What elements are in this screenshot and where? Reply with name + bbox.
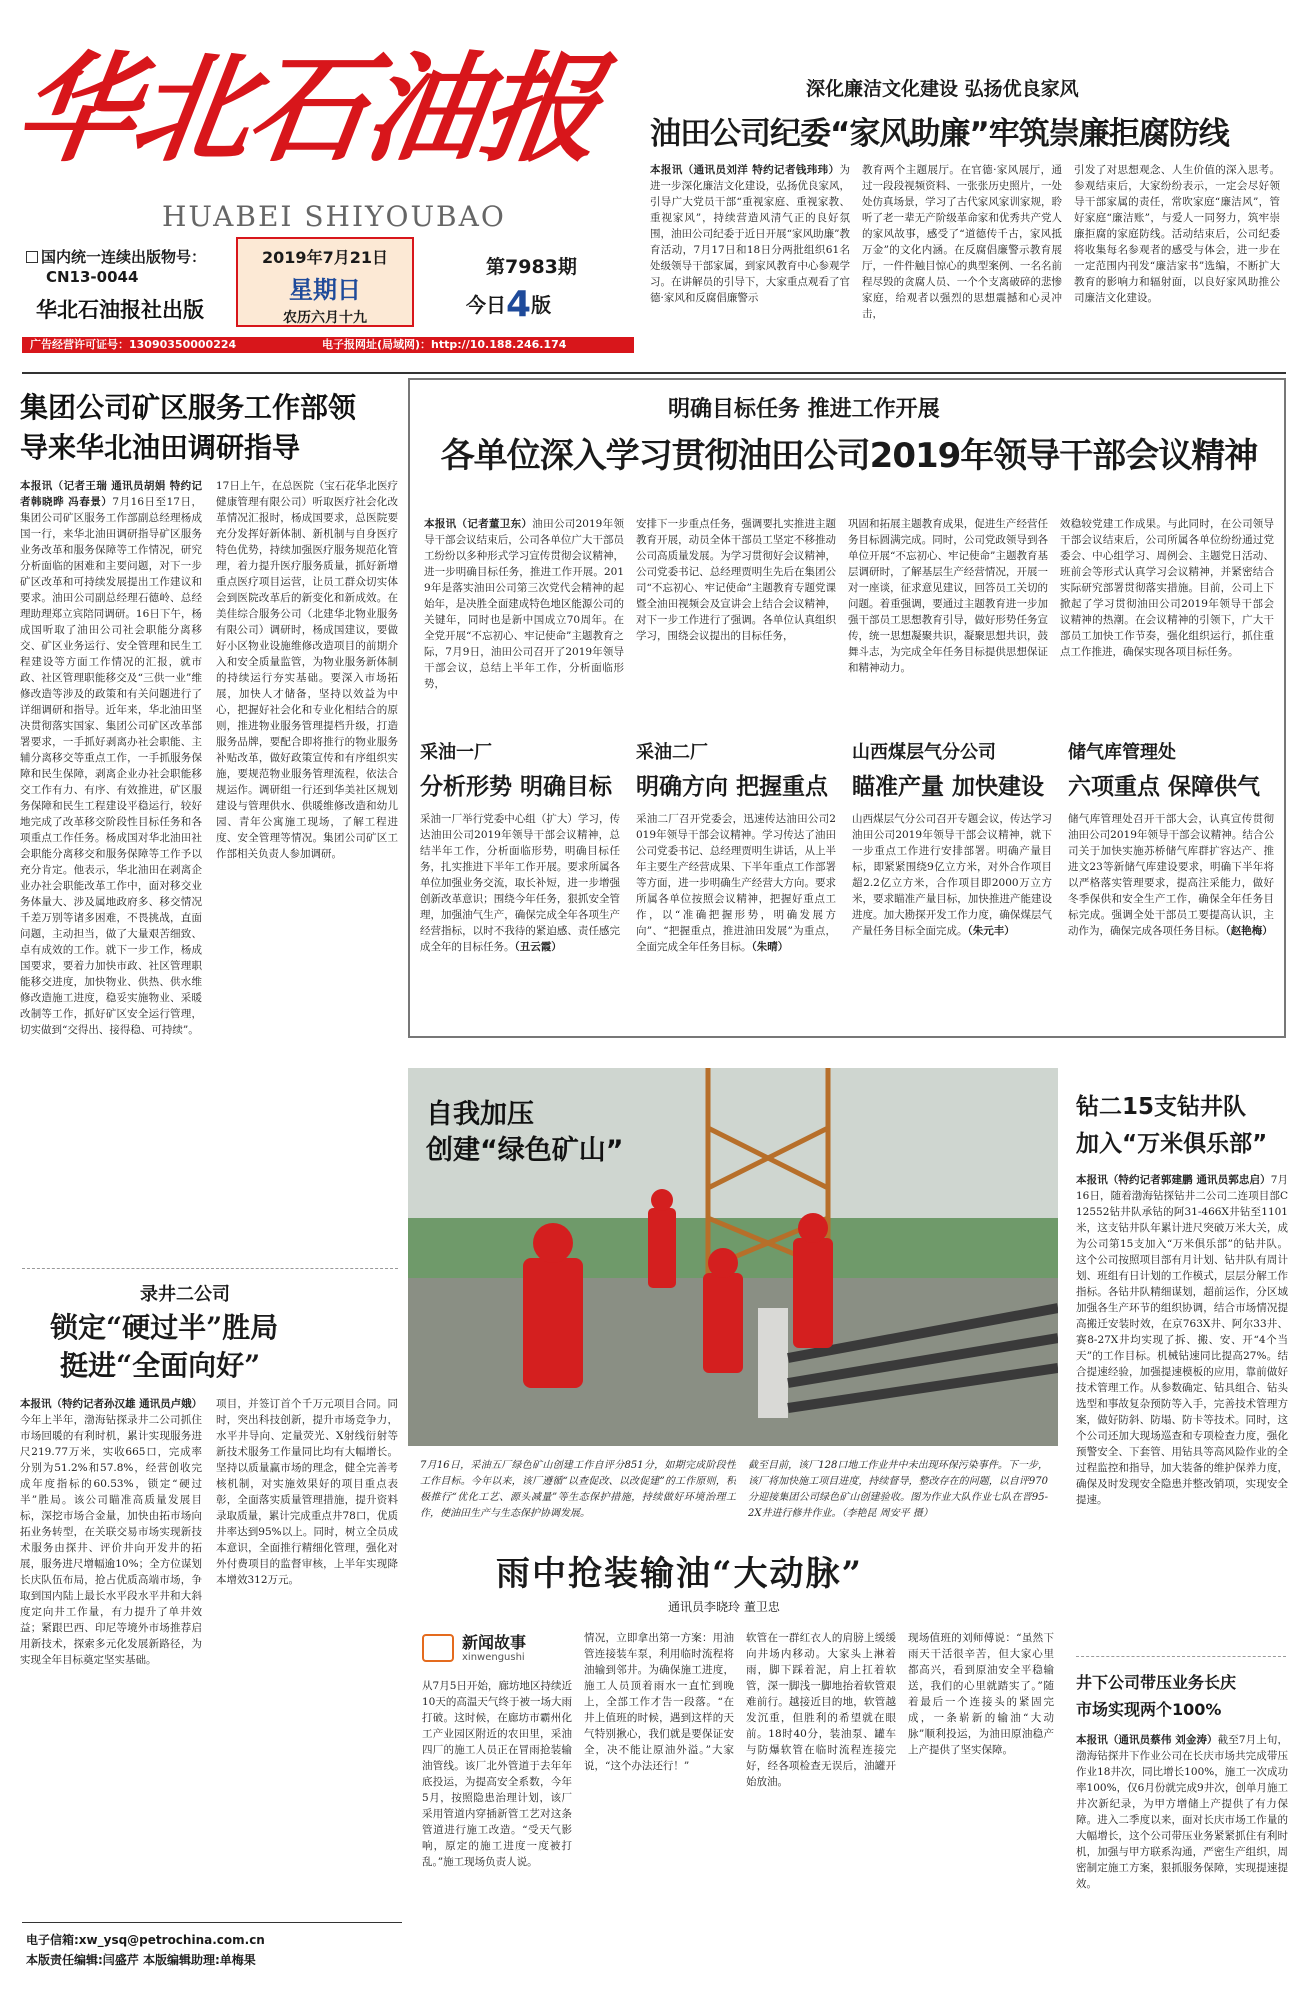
masthead-info-bar [22,337,634,353]
bottom-feature-col-1: 从7月5日开始，廊坊地区持续近10天的高温天气终于被一场大雨打破。这时候，在廊坊市霸州化工产业园区附近的农田里，采油四厂的施工人员正在冒雨抢装输油管线。该厂北外管道于去年年底投运，为提高安全系数，今年5月，按照隐患治理计划，该厂采用管道内穿插新管工艺对这条管道进行施工改造。“受天气影响，原定的施工进度一度被打乱。”施工现场负责人说。 [422,1680,572,1868]
left-divider [22,1268,398,1269]
epaper-url: 电子报网址(局域网)：http://10.188.246.174 [322,338,567,351]
middle-feature-headline: 各单位深入学习贯彻油田公司2019年领导干部会议精神 [440,436,1258,476]
right-divider [1076,1656,1286,1657]
weekday: 星期日 [289,276,361,304]
bottom-feature-col-4: 现场值班的刘师傅说：“虽然下雨天干活很辛苦，但大家心里都高兴，看到原油安全平稳输送，我们的心里就踏实了。”随着最后一个连接头的紧固完成，一条崭新的输油“大动脉”顺利投运，为油田原油稳产上产提供了坚实保障。 [908,1632,1054,1756]
logo-pinyin: HUABEI SHIYOUBAO [162,200,506,233]
sub-column-body: 山西煤层气分公司召开专题会议，传达学习油田公司2019年领导干部会议精神，就下一步重点工作进行安排部署。明确产量目标，即紧紧围绕9亿立方米，对外合作项目超2.2亿立方米，合作项目即2000万立方米，要求瞄准产量目标，加快推进产能建设进度。加大勘探开发工作力度，确保煤层气产量任务目标全面完成。（朱元丰） [852,813,1052,937]
bottom-feature-col-3: 软管在一群红衣人的肩膀上缓缓向井场内移动。大家头上淋着雨，脚下踩着泥，肩上扛着软管，深一脚浅一脚地抬着软管艰难前行。越接近目的地，软管越发沉重，但胜利的希望就在眼前。18时40分，装油泵、罐车与防爆软管在临时流程连接完好，经各项检查无误后，油罐开始放油。 [746,1632,896,1788]
right-story-body: 本报讯（特约记者郭建鹏 通讯员郭忠启）7月16日，随着渤海钻探钻井二公司二连项目部C12552钻井队承钻的阿31-466X井钻至1101米，这支钻井队年累计进尺突破万米大关，成为公司第15支加入“万米俱乐部”的钻井队。这个公司按照项目部有月计划、钻井队有周计划、班组有日计划的工作模式，层层分解工作指标。各钻井队精细谋划，超前运作，分区域加强各生产环节的组织协调，结合市场情况提高搬迁安装时效，在京763X井、阿尔33井、赛8-27X井均实现了拆、搬、安、开“4个当天”的工作目标。机械钻速同比提高27%。结合提速经验，加强提速模板的应用，靠前做好技术管理工作。从参数确定、钻具组合、钻头选型和事故复杂预防等入手，完善技术管理方案，做好防斜、防塌、防卡等技术。同时，这个公司还加大现场巡查和专项检查力度，强化预警安全、下套管、用钻具等高风险作业的全过程监控和指导，加大装备的维护保养力度，确保及时发现安全隐患并整改销项，实现安全提速。 [1076,1174,1288,1506]
sub-column-body: 储气库管理处召开干部大会，认真宣传贯彻油田公司2019年领导干部会议精神。结合公司关于加快实施苏桥储气库群扩容达产、推进文23等新储气库建设要求，明确下半年将以严格落实管理要求，提高注采能力，做好冬季保供和安全生产工作，确保全年任务目标完成。强调全处干部员工要提高认识，主动作为，确保完成各项任务目标。（赵艳梅） [1068,813,1274,937]
footer [26,1930,406,1980]
left-sub-col-2: 项目，并签订首个千万元项目合同。同时，突出科技创新，提升市场竞争力，水平井导向、定量荧光、X射线衍射等新技术服务工作量同比均有大幅增长。坚持以质量赢市场的理念，健全完善考核机制，对实施效果好的项目重点表彰，全面落实质量管理措施，提升资料录取质量，累计完成重点井78口，优质井率达到95%以上。同时，树立全员成本意识，全面推行精细化管理，强化对外付费项目的监督审核，上半年实现降本增效312万元。 [216,1398,398,1586]
sub-column-2 [636,738,836,1028]
sub-column-unit: 采油一厂 [420,742,492,763]
cn-code: CN13-0044 [46,268,139,286]
left-story [20,388,400,1258]
footer-editor: 本版责任编辑:闫盛芹 本版编辑助理:单梅果 [26,1953,256,1967]
bottom-feature-byline: 通讯员李晓玲 董卫忠 [668,1600,780,1614]
sub-column-unit: 山西煤层气分公司 [852,742,996,763]
left-sub-kicker: 录井二公司 [140,1284,230,1305]
checkbox-icon [26,251,38,263]
left-story-col-1: 本报讯（记者王瑞 通讯员胡娟 特约记者韩晓晔 冯春景）7月16日至17日，集团公司矿区服务工作部副总经理杨成国一行，来华北油田调研指导矿区服务业务改革和服务保障等工作情况，研究分析面临的困难和主要问题，对下一步矿区改革和可持续发展提出工作建议和要求。油田公司副总经理石德岭、总经理助理郑立宾陪同调研。16日下午，杨成国听取了油田公司社会职能分离移交、矿区业务运行、安全管理和民生工程建设等方面工作情况的汇报，就市政、社区管理职能移交及“三供一业”维修改造等涉及的政策和有关问题进行了详细调研和指导。近年来，华北油田坚决贯彻落实国家、集团公司矿区改革部署要求，一手抓好剥离办社会职能、主辅分离移交等重点工作，一手抓服务保障和民生保障，剥离企业办社会职能移交工作有力、有序、有效推进，矿区服务保障和民生工程建设平稳运行，较好地完成了改革移交阶段性目标任务和各项重点工作任务。杨成国对华北油田社会职能分离移交和服务保障等工作予以充分肯定。他表示，华北油田在剥离企业办社会职能改革工作中，面对移交业务体量大、涉及属地政府多、移交情况千差万别等诸多困难，不畏挑战，直面问题，主动担当，做了大量艰苦细致、卓有成效的工作。就下一步工作，杨成国要求，要着力加快市政、社区管理职能移交进度，加快物业、供热、供水维修改造施工进度，稳妥实施物业、采暖改制等工作，抓好矿区安全运行管理，切实做到“交得出、接得稳、可持续”。 [20,480,202,1036]
sub-column-headline: 六项重点 保障供气 [1068,773,1261,800]
photo-overlay-title-2: 创建“绿色矿山” [426,1135,624,1166]
today-pages: 今日4版 [466,284,552,325]
left-story-col-2: 17日上午，在总医院（宝石花华北医疗健康管理有限公司）听取医疗社会化改革情况汇报时，杨成国要求，总医院要充分发挥好新体制、新机制与自身医疗特色优势，持续加强医疗服务规范化管理，着力提升医疗服务质量，抓好新增重点医疗项目运营，让员工群众切实体会到医院改革后的新变化和新成效。在美佳综合服务公司（北建华北物业服务有限公司）调研时，杨成国建议，要做好小区物业设施维修改造项目的前期介入和安全质量监管，为物业服务新体制的持续运行夯实基础。要深入市场拓展，加快人才储备，坚持以效益为中心，把握好社会化和专业化相结合的原则，推进物业服务管理提档升级，打造服务品牌，要配合即将推行的物业服务补贴改革，做好政策宣传和有序组织实施，要规范物业服务管理流程，依法合规运作。调研组一行还到华美社区规划建设与管理供水、供暖维修改造和幼儿园、青年公寓施工现场，了解工程进度、安全管理等情况。集团公司矿区工作部相关负责人参加调研。 [216,480,398,860]
right-sub-story [1076,1670,1288,1920]
date: 2019年7月21日 [262,248,388,267]
photo-caption-left: 7月16日，采油五厂绿色矿山创建工作自评分851分，如期完成阶段性工作目标。今年以来，该厂遵循“以查促改、以改促建”的工作原则，积极推行“优化工艺、源头减量”等生态保护措施，持续做好环境治理工作，使油田生产与生态保护协调发展。 [420,1460,736,1519]
issue-number: 第7983期 [486,256,577,278]
left-story-headline: 集团公司矿区服务工作部领导来华北油田调研指导 [20,391,357,464]
top-story-headline: 油田公司纪委“家风助廉”牢筑崇廉拒腐防线 [650,116,1229,152]
right-sub-body: 本报讯（通讯员蔡伟 刘金涛）截至7月上旬，渤海钻探井下作业公司在长庆市场共完成带压作业18井次，同比增长100%，施工一次成功率100%，仅6月份就完成9井次，创单月施工井次新纪录，为甲方增储上产提供了有力保障。进入二季度以来，面对长庆市场工作量的大幅增长，这个公司带压业务紧紧抓住有利时机，加强与甲方联系沟通，严密生产组织，周密制定施工方案，狠抓服务保障，实现提速提效。 [1076,1734,1288,1890]
feature-photo [408,1068,1058,1446]
footer-rule [22,1922,402,1923]
date-box [236,237,414,327]
sub-column-1 [420,738,620,1028]
publisher: 华北石油报社出版 [36,298,204,322]
lunar-date: 农历六月十九 [283,310,367,326]
footer-email: 电子信箱:xw_ysq@petrochina.com.cn [26,1933,265,1947]
left-sub-col-1: 本报讯（特约记者孙汉雄 通讯员卢娥）今年上半年，渤海钻探录井二公司抓住市场回暖的有利时机，累计实现服务进尺219.77万米，实收665口，完成率分别为51.2%和57.8%，经营创收完成年度指标的60.53%，锁定“硬过半”胜局。该公司瞄准高质量发展目标，深挖市场合金量，加快由拓市场向拓业务转型，在关联交易市场实现新技术服务由探井、评价井向开发井的拓展，服务进尺增幅逾10%；全方位谋划长庆队伍布局，抢占优质高端市场，争取到国内陆上最长水平段水平井和大斜度定向井工作量，有力提升了单井效益；紧跟巴西、印尼等境外市场推荐启用新技术，探索多元化发展新路径，为实现全年目标奠定坚实基础。 [20,1398,202,1666]
right-sub-headline-2: 市场实现两个100% [1076,1700,1222,1719]
sub-column-headline: 瞄准产量 加快建设 [852,773,1045,800]
sub-column-body: 采油二厂召开党委会，迅速传达油田公司2019年领导干部会议精神。学习传达了油田公司党委书记、总经理贾明生讲话，从上半年主要生产经营成果、下半年重点工作部署等方面，进一步明确生产经营大方向。要求所属各单位按照会议精神，把握好重点工作，以“准确把握形势，明确发展方向”、“把握重点，推进油田发展”为重点，全面完成全年任务目标。（朱晴） [636,813,836,953]
middle-feature-col-4: 效稳较党建工作成果。与此同时，在公司领导干部会议结束后，公司所属各单位纷纷通过党委会、中心组学习、周例会、主题党日活动、班前会等形式认真学习会议精神，并紧密结合实际研究部署贯彻落实措施。目前，公司上下掀起了学习贯彻油田公司2019年领导干部会议精神的热潮。在会议精神的引领下，广大干部员工加快工作节奏，强化组织运行，抓住重点工作推进，确保实现各项目标任务。 [1060,518,1274,658]
sub-column-body: 采油一厂举行党委中心组（扩大）学习，传达油田公司2019年领导干部会议精神，总结半年工作，分析面临形势，明确目标任务，扎实推进下半年工作开展。要求所属各单位加强业务交流，取长补短，进一步增强创新改革意识；围绕今年任务，狠抓安全管理，加强油气生产，确保完成全年各项生产经营指标，以时不我待的紧迫感、责任感完成全年的目标任务。（丑云霞） [420,813,620,953]
photo-overlay-title-1: 自我加压 [426,1099,534,1130]
middle-feature-col-1: 本报讯（记者董卫东）油田公司2019年领导干部会议结束后，公司各单位广大干部员工纷纷以多种形式学习宣传贯彻会议精神，进一步明确目标任务，推进工作开展。2019年是落实油田公司第三次党代会精神的起始年，是决胜全面建成特色地区能源公司的关键年，同时也是新中国成立70周年。在全党开展“不忘初心、牢记使命”主题教育之际，7月9日，油田公司召开了2019年领导干部会议，总结上半年工作，分析面临形势， [424,518,624,690]
right-story-headline-2: 加入“万米俱乐部” [1076,1131,1268,1157]
middle-feature-col-2: 安排下一步重点任务，强调要扎实推进主题教育开展，动员全体干部员工坚定不移推动公司高质量发展。为学习贯彻好会议精神，公司党委书记、总经理贾明生先后在集团公司“不忘初心、牢记使命”主题教育专题党课暨全油田视频会及宣讲会上结合会议精神，对下一步工作进行了强调。各单位认真组织学习，围绕会议提出的目标任务， [636,518,836,642]
middle-feature-kicker: 明确目标任务 推进工作开展 [668,397,940,422]
newspaper-logo: 华北石油报 [8,39,608,178]
top-story-col-2: 教育两个主题展厅。在官德·家风展厅，通过一段段视频资料、一张张历史照片，一处处仿真场景，学习了古代家风家训家规，聆听了老一辈无产阶级革命家和优秀共产党人的家风故事，感受了“道德传千古，家风抵万金”的文化内涵。在反腐倡廉警示教育展厅，一件件触目惊心的典型案例、一名名前程尽毁的贪腐人员、一个个支离破碎的悲惨家庭，给观者以强烈的思想震撼和心灵冲击， [862,164,1062,320]
right-story [1076,1088,1288,1648]
right-story-headline-1: 钻二15支钻井队 [1076,1094,1247,1120]
truck-icon [422,1634,454,1662]
masthead-divider [22,372,1286,374]
left-sub-story [20,1280,400,1900]
top-story-kicker: 深化廉洁文化建设 弘扬优良家风 [806,78,1079,100]
right-sub-headline-1: 井下公司带压业务长庆 [1076,1673,1237,1692]
top-story-col-3: 引发了对思想观念、人生价值的深入思考。参观结束后，大家纷纷表示，一定会尽好领导干部家属的责任，常吹家庭“廉洁风”，管好家庭“廉洁账”，与爱人一同努力，筑牢崇廉拒腐的家庭防线。活动结束后，公司纪委将收集每名参观者的感受与体会，进一步在一定范围内刊发“廉洁家书”选编，不断扩大教育的影响力和辐射面，以良好家风助推公司廉洁文化建设。 [1074,164,1280,304]
middle-feature-col-3: 巩固和拓展主题教育成果，促进生产经营任务目标圆满完成。同时，公司党政领导到各单位开展“不忘初心、牢记使命”主题教育基层调研时，了解基层生产经营情况，开展一对一座谈，征求意见建议，回答员工关切的问题。着重强调，要通过主题教育进一步加强干部员工思想教育引导，做好形势任务宣传，统一思想凝聚共识，凝聚思想共识，鼓舞斗志，为完成全年任务目标提供思想保证和精神动力。 [848,518,1048,674]
ad-license: 广告经营许可证号：13090350000224 [30,338,237,351]
bottom-feature-headline: 雨中抢装输油“大动脉” [496,1554,864,1594]
top-story-col-1: 本报讯（通讯员刘洋 特约记者钱玮玮）为进一步深化廉洁文化建设，弘扬优良家风，引导广大党员干部“重视家庭、重视家教、重视家风”，持续营造风清气正的良好氛围，油田公司纪委于近日开展“家风助廉”教育活动，7月17日和18日分两批组织61名处级领导干部家属，到家风教育中心参观学习。在讲解员的引导下，大家重点观看了官德·家风和反腐倡廉警示 [650,164,850,304]
pub-number-label: 国内统一连续出版物号： [26,246,246,267]
top-story [650,70,1290,340]
sub-column-unit: 储气库管理处 [1068,742,1176,763]
left-sub-headline-1: 锁定“硬过半”胜局 [50,1311,279,1344]
sub-column-4 [1068,738,1274,1028]
news-story-tag: 新闻故事 xinwengushi [422,1630,542,1670]
sub-column-3 [852,738,1052,1028]
bottom-feature [408,1532,1060,1982]
bottom-feature-col-2: 情况，立即拿出第一方案：用油管连接装车泵，利用临时流程将油输到邻井。为确保施工进度，施工人员顶着雨水一直忙到晚上，全部工作才告一段落。“在井上值班的时候，遇到这样的天气特别揪心，我们就是要保证安全，决不能让原油外溢。”大家说，“这个办法还行！” [584,1632,734,1772]
sub-column-headline: 明确方向 把握重点 [636,773,829,800]
sub-column-headline: 分析形势 明确目标 [420,773,613,800]
sub-column-unit: 采油二厂 [636,742,708,763]
left-sub-headline-2: 挺进“全面向好” [60,1349,261,1382]
photo-caption-right: 截至目前，该厂128口地工作业井中未出现环保污染事件。下一步，该厂将加快施工项目进度，持续督导，整改存在的问题，以自评970分迎接集团公司绿色矿山创建验收。图为作业大队作业七队在晋95-2X井进行修井作业。（李艳昆 周安平 摄） [748,1460,1048,1519]
